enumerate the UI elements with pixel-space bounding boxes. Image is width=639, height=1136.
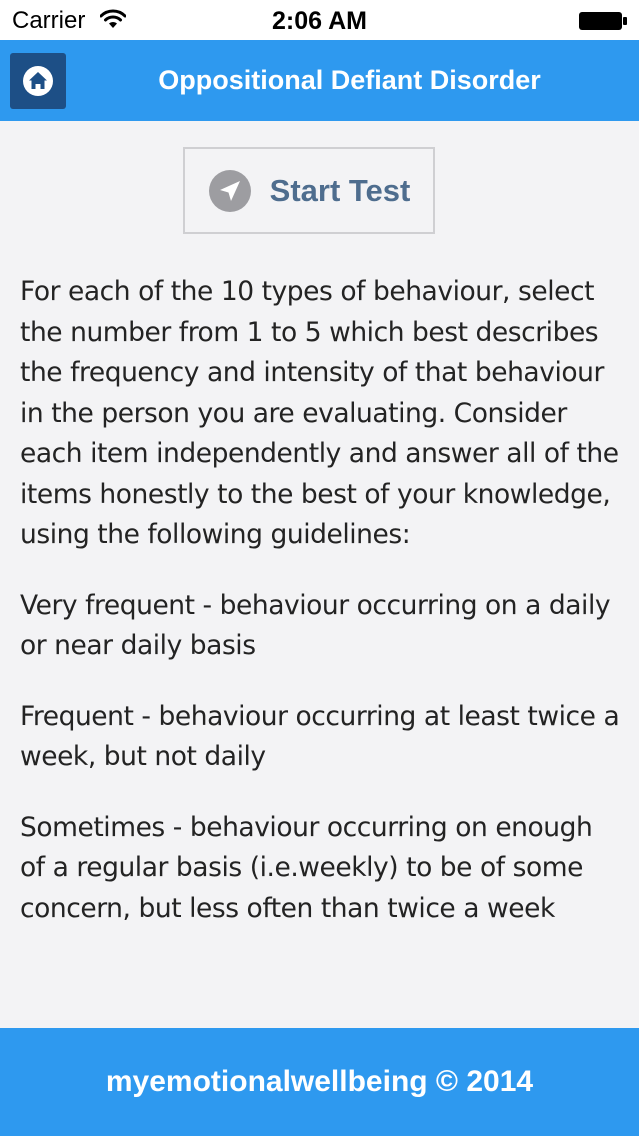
status-time: 2:06 AM xyxy=(272,7,367,35)
start-test-button[interactable] xyxy=(183,147,435,234)
home-icon xyxy=(22,65,54,97)
page-title: Oppositional Defiant Disorder xyxy=(158,65,541,95)
start-test-label: Start Test xyxy=(269,172,411,208)
home-button[interactable] xyxy=(10,53,66,109)
location-arrow-icon xyxy=(208,169,252,213)
battery-icon xyxy=(578,11,628,31)
carrier-label: Carrier xyxy=(12,7,86,34)
guideline-sometimes: Sometimes - behaviour occurring on enough of a regular basis (i.e.weekly) to be of some concern, but less often than twice a week xyxy=(20,811,593,924)
instructions-intro: For each of the 10 types of behaviour, select the number from 1 to 5 which best describes the frequency and intensity of that behaviour in the person you are evaluating. Consider each item independently and answer all of the items honestly to the best of your knowledge, using the following guidelines: xyxy=(20,276,619,550)
instructions-text xyxy=(20,270,620,959)
guideline-frequent: Frequent - behaviour occurring at least twice a week, but not daily xyxy=(20,700,620,772)
navigation-bar xyxy=(0,40,639,121)
footer: myemotionalwellbeing © 2014 xyxy=(0,1028,639,1136)
guideline-very-frequent: Very frequent - behaviour occurring on a daily or near daily basis xyxy=(20,589,611,661)
status-bar xyxy=(0,0,639,40)
